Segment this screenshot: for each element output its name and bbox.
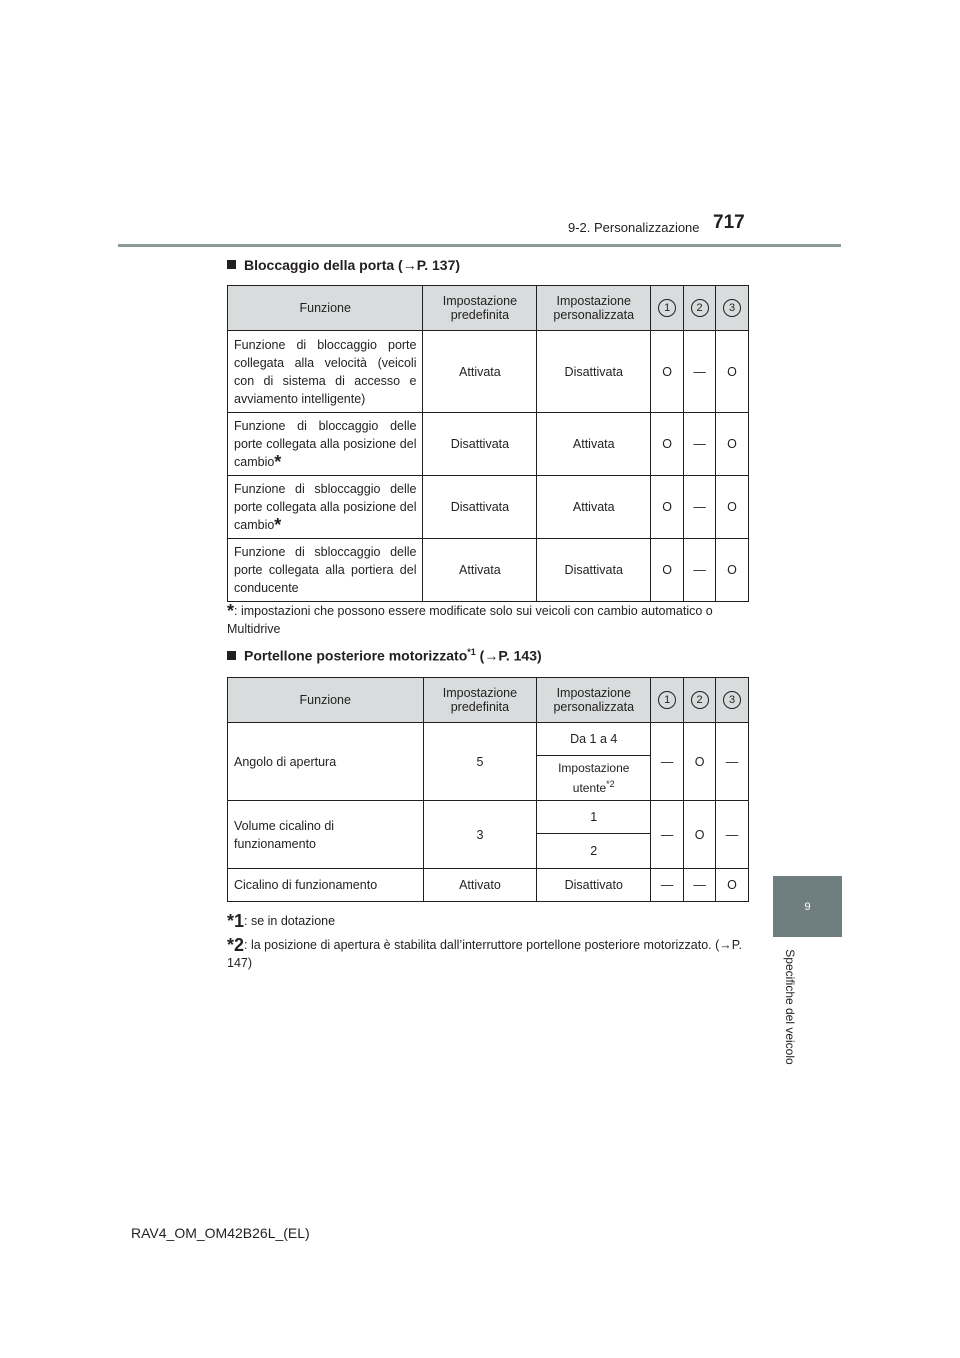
page-reference: (→P. 143) <box>475 647 542 664</box>
section1-heading-text: Bloccaggio della porta (→P. 137) <box>244 257 461 273</box>
row-method-2: — <box>684 331 716 413</box>
footnote-mark: *1 <box>227 911 245 931</box>
col-method-2 <box>684 286 716 331</box>
col-personalizzata: Impostazione personalizzata <box>537 286 651 331</box>
footnote-mark: * <box>227 601 235 621</box>
row-method-2: — <box>684 869 716 902</box>
footnote <box>227 912 749 930</box>
row-default: Attivata <box>423 539 537 602</box>
chapter-label: Specifiche del veicolo <box>783 949 797 1065</box>
table-header-row <box>228 286 749 331</box>
door-lock-table <box>227 285 749 602</box>
row-method-1: O <box>651 331 684 413</box>
row-method-3: O <box>716 539 749 602</box>
row-method-2: — <box>684 476 716 539</box>
row-default: Disattivata <box>423 413 537 476</box>
row-function: Funzione di sbloccaggio delle porte collegata alla portiera del conducente <box>228 539 423 602</box>
footnote-text: : la posizione di apertura è stabilita dall’interruttore portellone posteriore motorizzato. (→P. 147) <box>227 938 742 970</box>
table-header-row <box>228 678 749 723</box>
section2-heading-text: Portellone posteriore motorizzato <box>244 647 468 664</box>
col-method-1 <box>651 678 684 723</box>
table-row <box>228 723 749 756</box>
row-default: 5 <box>423 723 537 801</box>
row-method-1: O <box>651 476 684 539</box>
row-default: Disattivata <box>423 476 537 539</box>
row-custom-text: Impostazione utente <box>558 761 630 795</box>
col-predefinita: Impostazione predefinita <box>423 286 537 331</box>
circled-number: 1 <box>658 691 676 709</box>
row-method-2: O <box>684 801 716 869</box>
circled-number: 1 <box>658 299 676 317</box>
row-method-1: O <box>651 413 684 476</box>
col-method-1 <box>651 286 684 331</box>
header-divider <box>118 244 841 247</box>
table-row <box>228 331 749 413</box>
row-method-1: — <box>651 723 684 801</box>
row-custom: Disattivata <box>537 539 651 602</box>
row-custom: 1 <box>537 801 651 834</box>
row-method-1: O <box>651 539 684 602</box>
footnote-mark: *2 <box>606 779 615 789</box>
row-function-text: Funzione di sbloccaggio delle porte collegata alla posizione del cambio <box>234 482 417 532</box>
col-method-3 <box>716 678 749 723</box>
col-method-3 <box>716 286 749 331</box>
table-row <box>228 539 749 602</box>
col-predefinita: Impostazione predefinita <box>423 678 537 723</box>
row-custom: Disattivata <box>537 331 651 413</box>
circled-number: 3 <box>723 299 741 317</box>
row-method-3: — <box>716 801 749 869</box>
row-method-3: O <box>716 331 749 413</box>
row-function: Cicalino di funzionamento <box>228 869 424 902</box>
row-custom: Attivata <box>537 413 651 476</box>
section1-heading <box>227 257 460 273</box>
section2-heading <box>227 647 542 664</box>
footnote-text: : impostazioni che possono essere modificate solo sui veicoli con cambio automatico o Multidrive <box>227 604 713 636</box>
circled-number: 2 <box>691 299 709 317</box>
row-method-2: — <box>684 539 716 602</box>
row-default: 3 <box>423 801 537 869</box>
col-method-2 <box>684 678 716 723</box>
chapter-number: 9 <box>804 900 811 913</box>
row-method-1: — <box>651 801 684 869</box>
col-funzione: Funzione <box>228 286 423 331</box>
document-code: RAV4_OM_OM42B26L_(EL) <box>131 1225 310 1241</box>
square-bullet-icon <box>227 651 236 660</box>
footnote-mark: * <box>274 452 282 472</box>
row-method-3: — <box>716 723 749 801</box>
row-custom <box>537 756 651 801</box>
row-method-1: — <box>651 869 684 902</box>
row-default: Attivata <box>423 331 537 413</box>
row-custom: 2 <box>537 834 651 869</box>
row-function-text: Funzione di bloccaggio delle porte collegata alla posizione del cambio <box>234 419 417 469</box>
power-tailgate-table <box>227 677 749 902</box>
table-row <box>228 413 749 476</box>
row-custom: Da 1 a 4 <box>537 723 651 756</box>
table-row <box>228 869 749 902</box>
row-method-3: O <box>716 869 749 902</box>
row-function: Funzione di bloccaggio porte collegata alla velocità (veicoli con di sistema di accesso e avviamento intelligente) <box>228 331 423 413</box>
col-personalizzata: Impostazione personalizzata <box>537 678 651 723</box>
circled-number: 2 <box>691 691 709 709</box>
row-custom: Disattivato <box>537 869 651 902</box>
section-title: 9-2. Personalizzazione <box>568 220 700 235</box>
row-method-3: O <box>716 476 749 539</box>
row-method-3: O <box>716 413 749 476</box>
table-row <box>228 476 749 539</box>
square-bullet-icon <box>227 260 236 269</box>
table-row <box>228 801 749 834</box>
col-funzione: Funzione <box>228 678 424 723</box>
row-function: Volume cicalino di funzionamento <box>228 801 424 869</box>
row-default: Attivato <box>423 869 537 902</box>
row-method-2: — <box>684 413 716 476</box>
row-custom: Attivata <box>537 476 651 539</box>
row-method-2: O <box>684 723 716 801</box>
page-number: 717 <box>713 212 745 233</box>
row-function <box>228 476 423 539</box>
footnote <box>227 602 749 638</box>
footnote-mark: *1 <box>467 647 476 657</box>
footnote-text: : se in dotazione <box>244 914 336 928</box>
row-function <box>228 413 423 476</box>
row-function: Angolo di apertura <box>228 723 424 801</box>
footnote-mark: *2 <box>227 935 245 955</box>
footnote <box>227 936 749 972</box>
circled-number: 3 <box>723 691 741 709</box>
footnote-mark: * <box>274 515 282 535</box>
